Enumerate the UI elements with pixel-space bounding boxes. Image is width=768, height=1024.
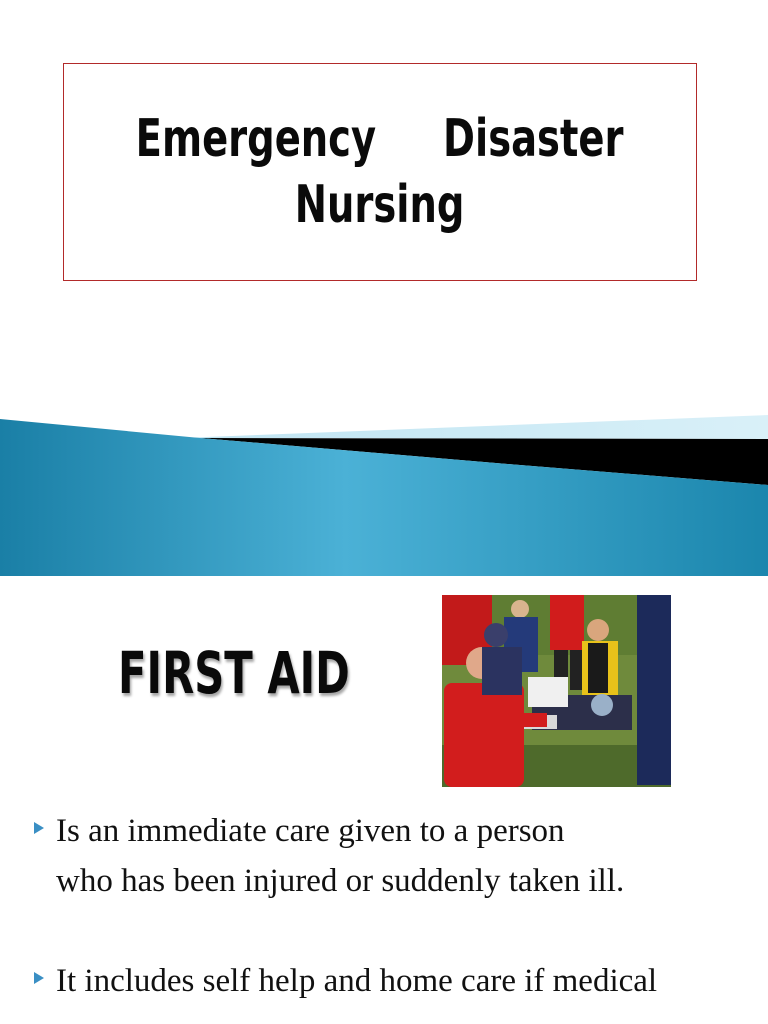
slide-first-aid bbox=[0, 576, 768, 1024]
bullet-2-text bbox=[56, 956, 657, 1006]
title-box bbox=[63, 63, 697, 281]
title-line-2: Nursing bbox=[295, 175, 465, 235]
bullet-1-line-1: Is an immediate care given to a person bbox=[56, 813, 565, 849]
first-aid-rescue-photo bbox=[442, 595, 671, 787]
bullet-1-line-2: who has been injured or suddenly taken ill. bbox=[56, 863, 625, 899]
bullet-2-line-1: It includes self help and home care if medical bbox=[56, 963, 658, 999]
title-line-1: Emergency Disaster bbox=[136, 109, 624, 169]
first-aid-heading: FIRST AID bbox=[118, 639, 350, 707]
bullet-arrow-icon bbox=[34, 972, 44, 984]
decorative-wave-banner bbox=[0, 405, 768, 576]
bullet-arrow-icon bbox=[34, 822, 44, 834]
bullet-1-text bbox=[56, 806, 624, 906]
